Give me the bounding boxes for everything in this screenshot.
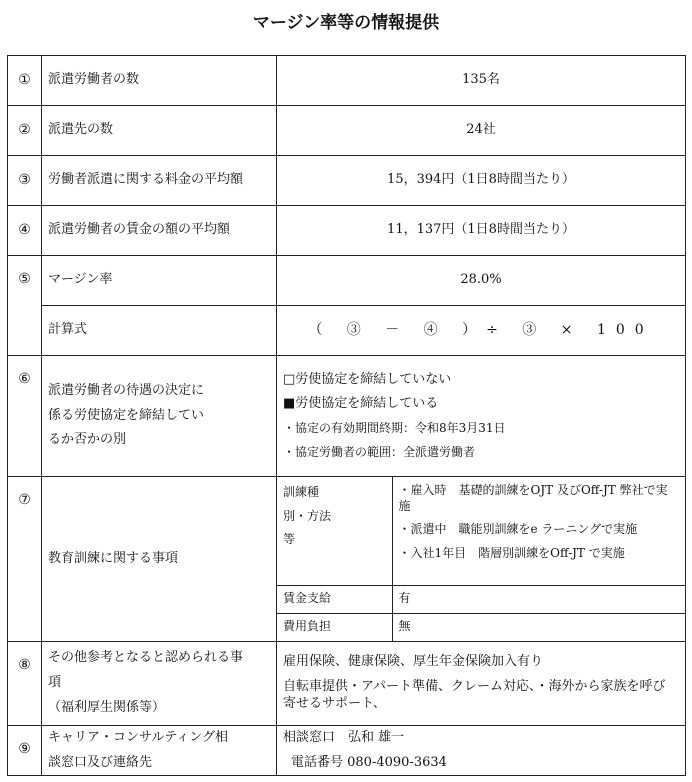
option-concluded: ■労使協定を締結している [283, 396, 439, 412]
agreement-scope-note: ・協定労働者の範囲：全派遣労働者 [283, 444, 476, 459]
wage-label: 賃金支給 [277, 585, 392, 613]
margin-rate-value: 28.0% [277, 256, 686, 306]
row-number: ⑨ [8, 726, 42, 776]
table-row [8, 156, 686, 206]
training-details [277, 477, 686, 642]
row-number: ⑦ [8, 477, 42, 642]
training-kind-items [392, 477, 685, 585]
info-table [7, 55, 686, 776]
table-row [8, 306, 686, 356]
row-number: ③ [8, 156, 42, 206]
option-not-concluded: □労使協定を締結していない [283, 371, 452, 387]
row-label: キャリア・コンサルティング相 談窓口及び連絡先 [42, 726, 277, 776]
formula-value: （ ③ － ④ ）÷ ③ × 100 [277, 306, 686, 356]
row-value [277, 726, 686, 776]
row-value [277, 356, 686, 477]
row-number: ① [8, 56, 42, 106]
table-row [8, 356, 686, 477]
label-line: 派遣労働者の待遇の決定に [48, 382, 205, 398]
agreement-term-note: ・協定の有効期間終期：令和8年3月31日 [283, 421, 506, 436]
row-label [42, 356, 277, 477]
table-row [8, 56, 686, 106]
row-label: 派遣労働者の数 [42, 56, 277, 106]
row-label: 教育訓練に関する事項 [42, 477, 277, 642]
page-title: マージン率等の情報提供 [252, 13, 440, 33]
row-number: ⑧ [8, 642, 42, 726]
training-kind-label: 訓練種 別・方法 等 [277, 477, 392, 585]
training-table [277, 477, 685, 641]
table-row [8, 477, 686, 642]
table-row [8, 206, 686, 256]
row-value: 11，137円（1日8時間当たり） [277, 206, 686, 256]
label-line: 係る労使協定を締結してい [48, 407, 205, 423]
list-item: ・派遣中 職能別訓練をe ラーニングで実施 [398, 522, 638, 537]
row-value: 24社 [277, 106, 686, 156]
list-item: ・雇入時 基礎的訓練をOJT 及びOff-JT 弊社で実施 [398, 483, 668, 513]
row-number: ⑥ [8, 356, 42, 477]
row-label: マージン率 [42, 256, 277, 306]
row-value: 15，394円（1日8時間当たり） [277, 156, 686, 206]
cost-label: 費用負担 [277, 613, 392, 641]
list-item: ・入社1年目 階層別訓練をOff-JT で実施 [398, 545, 625, 560]
row-number: ④ [8, 206, 42, 256]
contact-window: 相談窓口 弘和 雄一 [283, 729, 405, 745]
table-row [8, 256, 686, 306]
row-label: 労働者派遣に関する料金の平均額 [42, 156, 277, 206]
row-label: 派遣先の数 [42, 106, 277, 156]
row-value: 雇用保険、健康保険、厚生年金保険加入有り 自転車提供・アパート準備、クレーム対応、・海外から家族を呼び 寄せるサポート、 [277, 642, 686, 726]
formula-label: 計算式 [42, 306, 277, 356]
table-row [8, 726, 686, 776]
table-row [8, 106, 686, 156]
row-value: 135名 [277, 56, 686, 106]
row-number: ② [8, 106, 42, 156]
table-row [8, 642, 686, 726]
wage-value: 有 [392, 585, 685, 613]
row-label: 派遣労働者の賃金の額の平均額 [42, 206, 277, 256]
cost-value: 無 [392, 613, 685, 641]
row-number: ⑤ [8, 256, 42, 356]
row-label: その他参考となると認められる事 項 （福利厚生関係等） [42, 642, 277, 726]
phone-number: 電話番号 080-4090-3634 [291, 754, 447, 770]
label-line: るか否かの別 [48, 432, 127, 448]
